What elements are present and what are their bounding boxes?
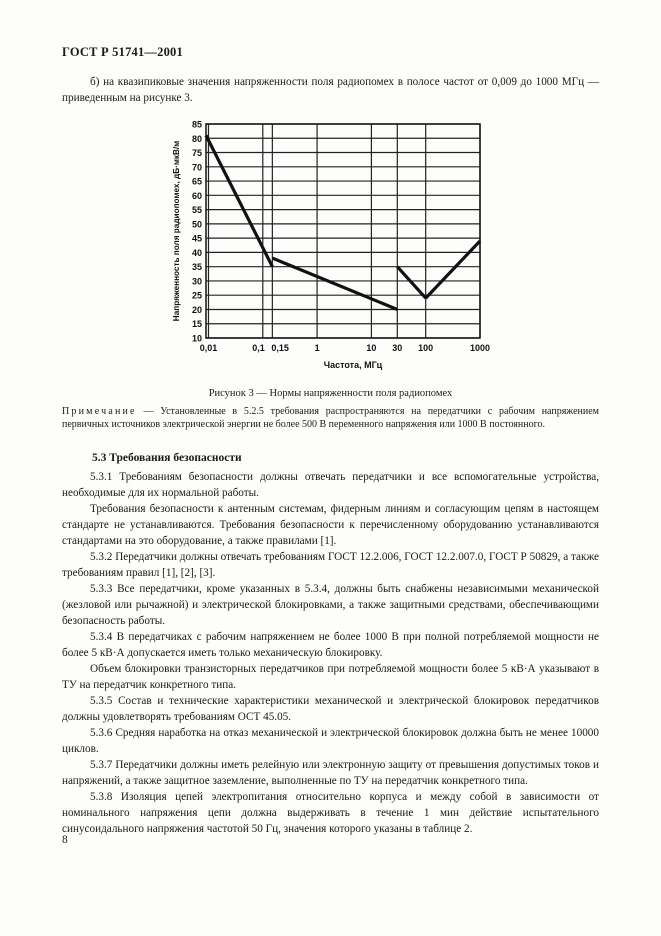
y-tick-label: 65 <box>191 176 202 187</box>
chart-svg <box>160 116 500 376</box>
x-tick-label: 100 <box>418 343 434 353</box>
y-tick-label: 50 <box>191 219 202 230</box>
figure-caption: Рисунок 3 — Нормы напряженности поля радиопомех <box>208 388 453 399</box>
y-tick-label: 85 <box>191 119 202 130</box>
section-title: 5.3 Требования безопасности <box>92 452 242 464</box>
y-tick-label: 10 <box>191 333 202 344</box>
x-tick-label: 0,15 <box>271 343 289 353</box>
intro-text: б) на квазипиковые значения напряженности поля радиопомех в полосе частот от 0,009 до 1000 МГц — приведенным на рисунке 3. <box>62 76 599 104</box>
x-axis-label: Частота, МГц <box>323 360 383 370</box>
x-tick-label: 0,01 <box>199 343 218 353</box>
x-tick-label: 30 <box>392 343 403 353</box>
x-tick-label: 0,1 <box>252 343 265 353</box>
y-tick-label: 35 <box>191 262 202 273</box>
paragraph: 5.3.4 В передатчиках с рабочим напряжением не более 1000 В при полной потребляемой мощности не более 5 кВ·А допускается иметь только механическую блокировку. <box>62 631 599 659</box>
document-header: ГОСТ Р 51741—2001 <box>62 45 183 59</box>
y-tick-label: 40 <box>191 247 202 258</box>
y-tick-label: 15 <box>191 319 202 330</box>
y-tick-label: 45 <box>191 233 202 244</box>
y-tick-label: 70 <box>191 162 202 173</box>
y-tick-label: 80 <box>191 133 202 144</box>
y-tick-label: 25 <box>191 290 202 301</box>
figure-chart <box>160 116 500 376</box>
paragraph: 5.3.2 Передатчики должны отвечать требованиям ГОСТ 12.2.006, ГОСТ 12.2.007.0, ГОСТ Р 50829, а также требованиям правил [1], [2], [3]. <box>62 551 599 579</box>
series-line <box>272 258 397 309</box>
note-text: — Установленные в 5.2.5 требования распространяются на передатчики с рабочим напряжением первичных источников электрической энергии не более 500 В переменного напряжения или 1000 В постоянного. <box>62 406 599 430</box>
y-axis-label: Напряженность поля радиопомех, дБ·мкВ/м <box>172 140 181 322</box>
plot-frame <box>206 124 480 338</box>
series-line <box>426 241 480 298</box>
series-line <box>397 267 425 298</box>
y-tick-label: 20 <box>191 304 202 315</box>
y-tick-label: 75 <box>191 148 202 159</box>
paragraph: 5.3.8 Изоляция цепей электропитания относительно корпуса и между собой в зависимости от номинального напряжения цепи должна выдерживать в течение 1 мин действие испытательного синусоидального напряжения частотой 50 Гц, значения которого указаны в таблице 2. <box>62 791 599 835</box>
paragraph: 5.3.1 Требованиям безопасности должны отвечать передатчики и все вспомогательные устройства, необходимые для их нормальной работы. <box>62 471 599 499</box>
paragraph: Объем блокировки транзисторных передатчиков при потребляемой мощности более 5 кВ·А указывают в ТУ на передатчик конкретного типа. <box>62 663 599 691</box>
note <box>62 406 599 431</box>
x-tick-label: 10 <box>366 343 377 353</box>
paragraph: 5.3.6 Средняя наработка на отказ механической и электрической блокировок должна быть не менее 10000 циклов. <box>62 727 599 755</box>
y-tick-label: 30 <box>191 276 202 287</box>
paragraph: 5.3.3 Все передатчики, кроме указанных в 5.3.4, должны быть снабжены независимыми механической (жезловой или рычажной) и электрической блокировками, а также защитными средствами, обеспечивающими безопасность работы. <box>62 583 599 627</box>
note-label: Примечание <box>62 406 137 417</box>
x-tick-label: 1000 <box>469 343 491 353</box>
paragraph: 5.3.7 Передатчики должны иметь релейную или электронную защиту от превышения допустимых токов и напряжений, а также защитное заземление, выполненные по ТУ на передатчик конкретного типа. <box>62 759 599 787</box>
intro-paragraph <box>62 74 599 106</box>
paragraph: Требования безопасности к антенным системам, фидерным линиям и согласующим цепям в настоящем стандарте не устанавливаются. Требования безопасности к перечисленному оборудованию устанавливаются стандартами на это оборудование, а также правилами [1]. <box>62 503 599 547</box>
paragraph: 5.3.5 Состав и технические характеристики механической и электрической блокировок передатчиков должны удовлетворять требованиям ОСТ 45.05. <box>62 695 599 723</box>
body-text <box>62 469 599 837</box>
y-tick-label: 60 <box>191 190 202 201</box>
y-tick-label: 55 <box>191 205 202 216</box>
page-number: 8 <box>62 834 68 846</box>
x-tick-label: 1 <box>314 343 320 353</box>
